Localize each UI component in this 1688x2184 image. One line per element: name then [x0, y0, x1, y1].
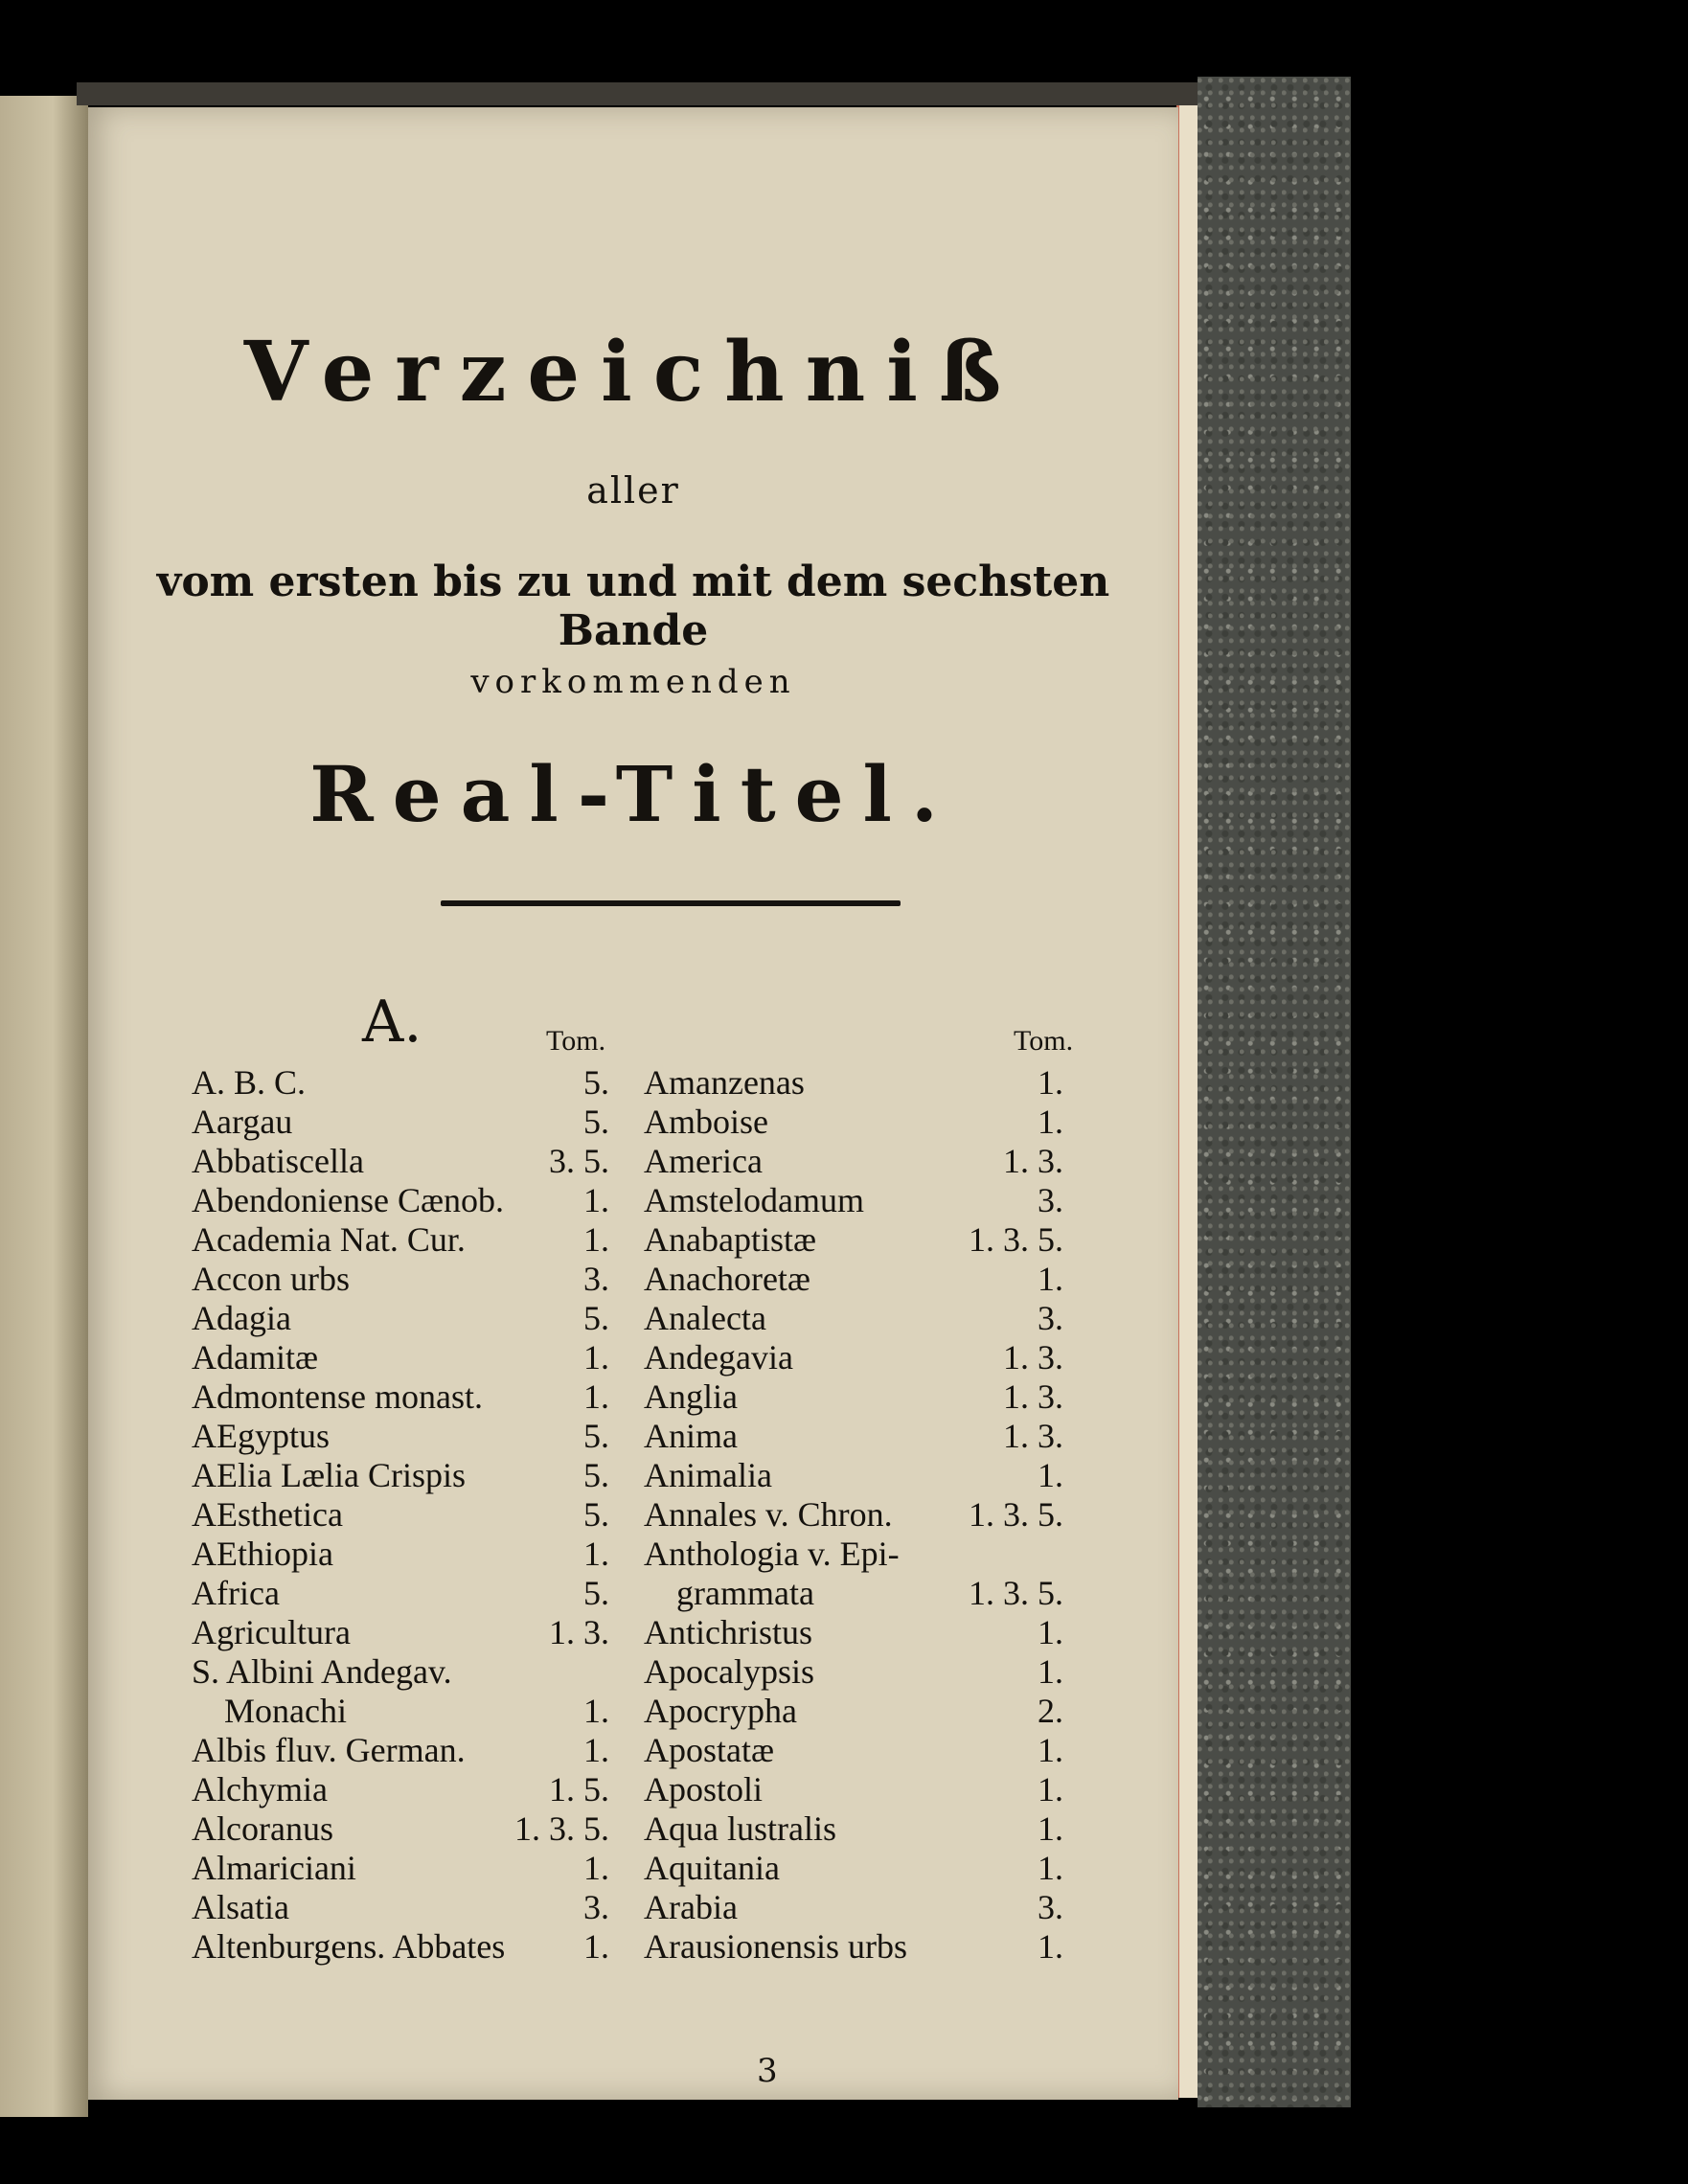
- index-entry: [192, 1495, 617, 1535]
- index-entry: [192, 1535, 617, 1574]
- entry-term: Analecta: [644, 1299, 766, 1337]
- entry-volumes: 1. 3. 5.: [969, 1574, 1063, 1612]
- entry-term: Anglia: [644, 1377, 738, 1416]
- entry-volumes: 1.: [583, 1927, 609, 1966]
- index-entry: [644, 1103, 1180, 1142]
- entry-volumes: 1. 3.: [549, 1613, 609, 1651]
- entry-term: Alcoranus: [192, 1809, 333, 1848]
- entry-term: Andegavia: [644, 1338, 793, 1376]
- entry-term: Antichristus: [644, 1613, 812, 1651]
- index-entry: [644, 1417, 1180, 1456]
- entry-term: Abbatiscella: [192, 1142, 364, 1180]
- index-column-left: [192, 1063, 617, 1967]
- page-number: 3: [757, 2052, 778, 2090]
- entry-volumes: 3.: [1038, 1888, 1063, 1926]
- entry-volumes: 1.: [1038, 1927, 1063, 1966]
- index-entry: [644, 1535, 1180, 1574]
- index-entry: [192, 1692, 617, 1731]
- entry-volumes: 1.: [1038, 1809, 1063, 1848]
- title-line-aller: aller: [586, 469, 680, 512]
- page-title: Verzeichniß: [243, 324, 1023, 421]
- entry-volumes: 1. 3.: [1003, 1377, 1063, 1416]
- entry-volumes: 5.: [583, 1103, 609, 1141]
- index-entry: [192, 1220, 617, 1260]
- entry-volumes: 1.: [1038, 1456, 1063, 1494]
- entry-volumes: 1.: [1038, 1103, 1063, 1141]
- entry-term: Anabaptistæ: [644, 1220, 816, 1259]
- entry-term: Anthologia v. Epi-: [644, 1535, 900, 1573]
- entry-volumes: 1. 3.: [1003, 1338, 1063, 1376]
- entry-volumes: 1. 3. 5.: [969, 1495, 1063, 1534]
- entry-term: America: [644, 1142, 763, 1180]
- page-subtitle: Real-Titel.: [309, 749, 957, 839]
- index-entry: [644, 1652, 1180, 1692]
- entry-term: S. Albini Andegav.: [192, 1652, 452, 1691]
- left-column-heading: Tom.: [546, 1025, 606, 1057]
- entry-term: Abendoniense Cænob.: [192, 1181, 504, 1219]
- entry-volumes: 1.: [1038, 1652, 1063, 1691]
- entry-volumes: 1. 3. 5.: [514, 1809, 609, 1848]
- index-entry: [644, 1770, 1180, 1809]
- index-entry: [192, 1142, 617, 1181]
- entry-volumes: 5.: [583, 1574, 609, 1612]
- index-entry: [192, 1652, 617, 1692]
- index-entry: [644, 1456, 1180, 1495]
- index-entry: [192, 1809, 617, 1849]
- entry-term: Aquitania: [644, 1849, 780, 1887]
- entry-term: Amboise: [644, 1103, 768, 1141]
- entry-term: Accon urbs: [192, 1260, 350, 1298]
- index-entry: [192, 1613, 617, 1652]
- index-entry: [644, 1142, 1180, 1181]
- entry-term: Arabia: [644, 1888, 738, 1926]
- index-entry: [192, 1377, 617, 1417]
- entry-volumes: 1.: [1038, 1770, 1063, 1809]
- entry-term: Amstelodamum: [644, 1181, 864, 1219]
- entry-term: Anachoretæ: [644, 1260, 810, 1298]
- index-column-right: [644, 1063, 1180, 1967]
- entry-volumes: 1. 5.: [549, 1770, 609, 1809]
- entry-term: Africa: [192, 1574, 280, 1612]
- entry-term: Animalia: [644, 1456, 772, 1494]
- index-entry: [644, 1613, 1180, 1652]
- index-entry: [644, 1809, 1180, 1849]
- index-entry: [644, 1260, 1180, 1299]
- entry-volumes: 1.: [583, 1535, 609, 1573]
- index-entry: [192, 1770, 617, 1809]
- entry-term: Anima: [644, 1417, 738, 1455]
- entry-term: Alsatia: [192, 1888, 289, 1926]
- entry-term: Annales v. Chron.: [644, 1495, 893, 1534]
- entry-volumes: 5.: [583, 1495, 609, 1534]
- entry-volumes: 3.: [1038, 1299, 1063, 1337]
- entry-term: Arausionensis urbs: [644, 1927, 907, 1966]
- index-entry: [644, 1692, 1180, 1731]
- entry-volumes: 1.: [583, 1338, 609, 1376]
- book-top-edge: [77, 82, 1207, 105]
- index-entry: [644, 1377, 1180, 1417]
- entry-term: AEthiopia: [192, 1535, 333, 1573]
- entry-term: Adagia: [192, 1299, 291, 1337]
- entry-volumes: 1.: [583, 1377, 609, 1416]
- index-entry: [192, 1181, 617, 1220]
- entry-term: Admontense monast.: [192, 1377, 483, 1416]
- right-column-heading: Tom.: [1014, 1025, 1074, 1057]
- entry-term: Apostoli: [644, 1770, 764, 1809]
- entry-term: Aargau: [192, 1103, 293, 1141]
- index-entry: [644, 1495, 1180, 1535]
- index-entry: [192, 1338, 617, 1377]
- entry-volumes: 1.: [1038, 1613, 1063, 1651]
- entry-term: Apocalypsis: [644, 1652, 814, 1691]
- facing-page-edge: [0, 96, 88, 2117]
- entry-volumes: 1.: [1038, 1849, 1063, 1887]
- entry-volumes: 1. 3.: [1003, 1417, 1063, 1455]
- entry-volumes: 1. 3.: [1003, 1142, 1063, 1180]
- entry-volumes: 3.: [583, 1260, 609, 1298]
- entry-volumes: 1.: [583, 1692, 609, 1730]
- index-entry: [192, 1927, 617, 1967]
- index-entry: [644, 1338, 1180, 1377]
- index-entry: [192, 1456, 617, 1495]
- index-entry: [192, 1063, 617, 1103]
- entry-volumes: 1. 3. 5.: [969, 1220, 1063, 1259]
- entry-volumes: 5.: [583, 1417, 609, 1455]
- entry-term: Academia Nat. Cur.: [192, 1220, 466, 1259]
- index-entry: [644, 1731, 1180, 1770]
- index-entry: [192, 1731, 617, 1770]
- index-entry: [644, 1849, 1180, 1888]
- index-entry: [192, 1260, 617, 1299]
- entry-term: AEsthetica: [192, 1495, 343, 1534]
- entry-term: Apostatæ: [644, 1731, 775, 1769]
- index-entry: [192, 1849, 617, 1888]
- index-entry: [644, 1574, 1180, 1613]
- title-line-range: vom ersten bis zu und mit dem sechsten Bande: [156, 557, 1110, 655]
- title-line-vorkommenden: vorkommenden: [470, 663, 796, 701]
- entry-term: Agricultura: [192, 1613, 351, 1651]
- section-letter: A.: [362, 989, 422, 1056]
- entry-volumes: 1.: [583, 1181, 609, 1219]
- entry-volumes: 3.: [1038, 1181, 1063, 1219]
- entry-term: Altenburgens. Abbates: [192, 1927, 506, 1966]
- index-entry: [192, 1103, 617, 1142]
- index-entry: [644, 1888, 1180, 1927]
- entry-volumes: 3.: [583, 1888, 609, 1926]
- index-entry: [644, 1220, 1180, 1260]
- index-entry: [644, 1063, 1180, 1103]
- entry-volumes: 1.: [1038, 1063, 1063, 1102]
- entry-volumes: 1.: [583, 1731, 609, 1769]
- entry-term: Albis fluv. German.: [192, 1731, 466, 1769]
- index-entry: [644, 1927, 1180, 1967]
- entry-volumes: 5.: [583, 1063, 609, 1102]
- entry-term: A. B. C.: [192, 1063, 307, 1102]
- entry-volumes: 1.: [1038, 1731, 1063, 1769]
- entry-volumes: 1.: [583, 1849, 609, 1887]
- entry-term: AElia Lælia Crispis: [192, 1456, 466, 1494]
- title-divider-rule: [441, 900, 901, 906]
- entry-volumes: 5.: [583, 1299, 609, 1337]
- entry-term: Amanzenas: [644, 1063, 805, 1102]
- index-entry: [644, 1299, 1180, 1338]
- entry-term: Adamitæ: [192, 1338, 318, 1376]
- entry-volumes: 1.: [583, 1220, 609, 1259]
- entry-term: Almariciani: [192, 1849, 356, 1887]
- index-entry: [192, 1574, 617, 1613]
- entry-term: Aqua lustralis: [644, 1809, 836, 1848]
- index-entry: [192, 1888, 617, 1927]
- entry-term: Alchymia: [192, 1770, 328, 1809]
- entry-volumes: 2.: [1038, 1692, 1063, 1730]
- index-entry: [192, 1417, 617, 1456]
- entry-volumes: 1.: [1038, 1260, 1063, 1298]
- index-entry: [192, 1299, 617, 1338]
- entry-volumes: 5.: [583, 1456, 609, 1494]
- marbled-cover-board: [1198, 77, 1351, 2107]
- index-entry: [644, 1181, 1180, 1220]
- entry-term: Monachi: [224, 1692, 347, 1730]
- entry-term: Apocrypha: [644, 1692, 797, 1730]
- book-page: [88, 107, 1178, 2100]
- entry-volumes: 3. 5.: [549, 1142, 609, 1180]
- entry-term: AEgyptus: [192, 1417, 330, 1455]
- entry-term: grammata: [676, 1574, 814, 1612]
